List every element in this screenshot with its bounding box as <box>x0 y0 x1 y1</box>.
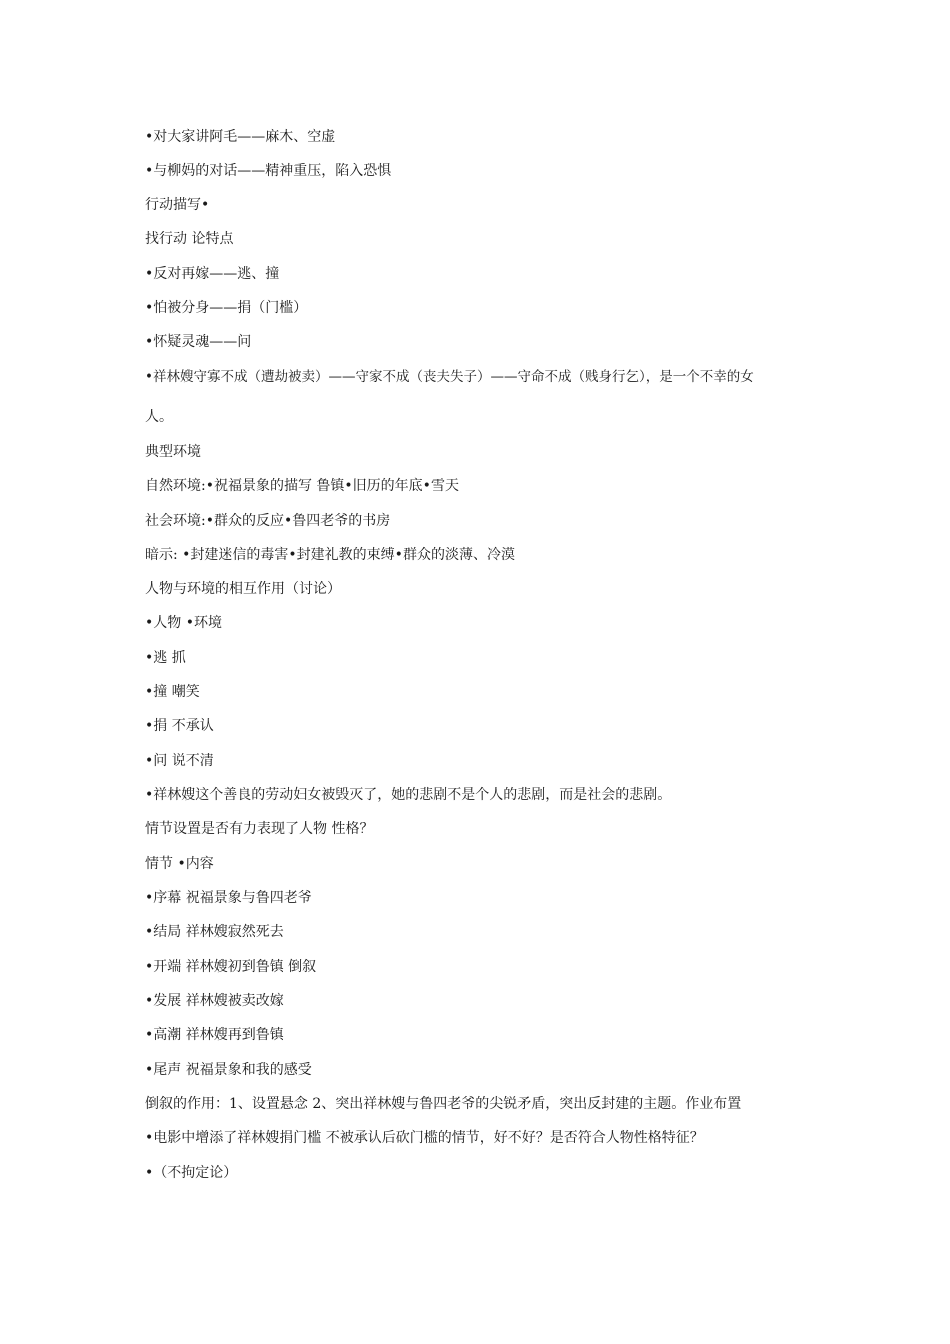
text-line: •尾声 祝福景象和我的感受 <box>145 1062 312 1078</box>
text-line: 找行动 论特点 <box>145 231 234 247</box>
section-heading: 情节设置是否有力表现了人物 性格？ <box>145 821 374 837</box>
text-line: •开端 祥林嫂初到鲁镇 倒叙 <box>145 959 317 975</box>
text-line: 人。 <box>145 409 173 425</box>
text-line: •发展 祥林嫂被卖改嫁 <box>145 993 284 1009</box>
text-line: •问 说不清 <box>145 753 214 769</box>
text-line: •撞 嘲笑 <box>145 684 200 700</box>
text-line: •捐 不承认 <box>145 718 214 734</box>
text-line: 暗示: •封建迷信的毒害•封建礼教的束缚•群众的淡薄、冷漠 <box>145 547 515 563</box>
text-line: •怀疑灵魂——问 <box>145 334 252 350</box>
section-heading: 人物与环境的相互作用（讨论） <box>145 581 341 597</box>
text-line: 情节 •内容 <box>145 856 214 872</box>
text-line: •序幕 祝福景象与鲁四老爷 <box>145 890 312 906</box>
text-line: •结局 祥林嫂寂然死去 <box>145 924 284 940</box>
section-heading: 行动描写• <box>145 197 210 213</box>
text-line: •与柳妈的对话——精神重压，陷入恐惧 <box>145 163 392 179</box>
text-line: •祥林嫂守寡不成（遭劫被卖）——守家不成（丧夫失子）——守命不成（贱身行乞），是一个不幸的女 <box>145 369 754 385</box>
text-line: 自然环境:•祝福景象的描写 鲁镇•旧历的年底•雪天 <box>145 478 459 494</box>
text-line: •人物 •环境 <box>145 615 222 631</box>
text-line: •电影中增添了祥林嫂捐门槛 不被承认后砍门槛的情节，好不好？是否符合人物性格特征？ <box>145 1130 704 1146</box>
text-line: •逃 抓 <box>145 650 186 666</box>
text-line: •反对再嫁——逃、撞 <box>145 266 280 282</box>
section-heading: 典型环境 <box>145 444 201 460</box>
text-line: •祥林嫂这个善良的劳动妇女被毁灭了，她的悲剧不是个人的悲剧，而是社会的悲剧。 <box>145 787 672 803</box>
text-line: •高潮 祥林嫂再到鲁镇 <box>145 1027 284 1043</box>
text-line: 倒叙的作用：1、设置悬念 2、突出祥林嫂与鲁四老爷的尖锐矛盾，突出反封建的主题。作业布置 <box>145 1096 742 1112</box>
text-line: •怕被分身——捐（门槛） <box>145 300 308 316</box>
text-line: •对大家讲阿毛——麻木、空虚 <box>145 129 336 145</box>
text-line: 社会环境:•群众的反应•鲁四老爷的书房 <box>145 513 391 529</box>
text-line: •（不拘定论） <box>145 1165 238 1181</box>
